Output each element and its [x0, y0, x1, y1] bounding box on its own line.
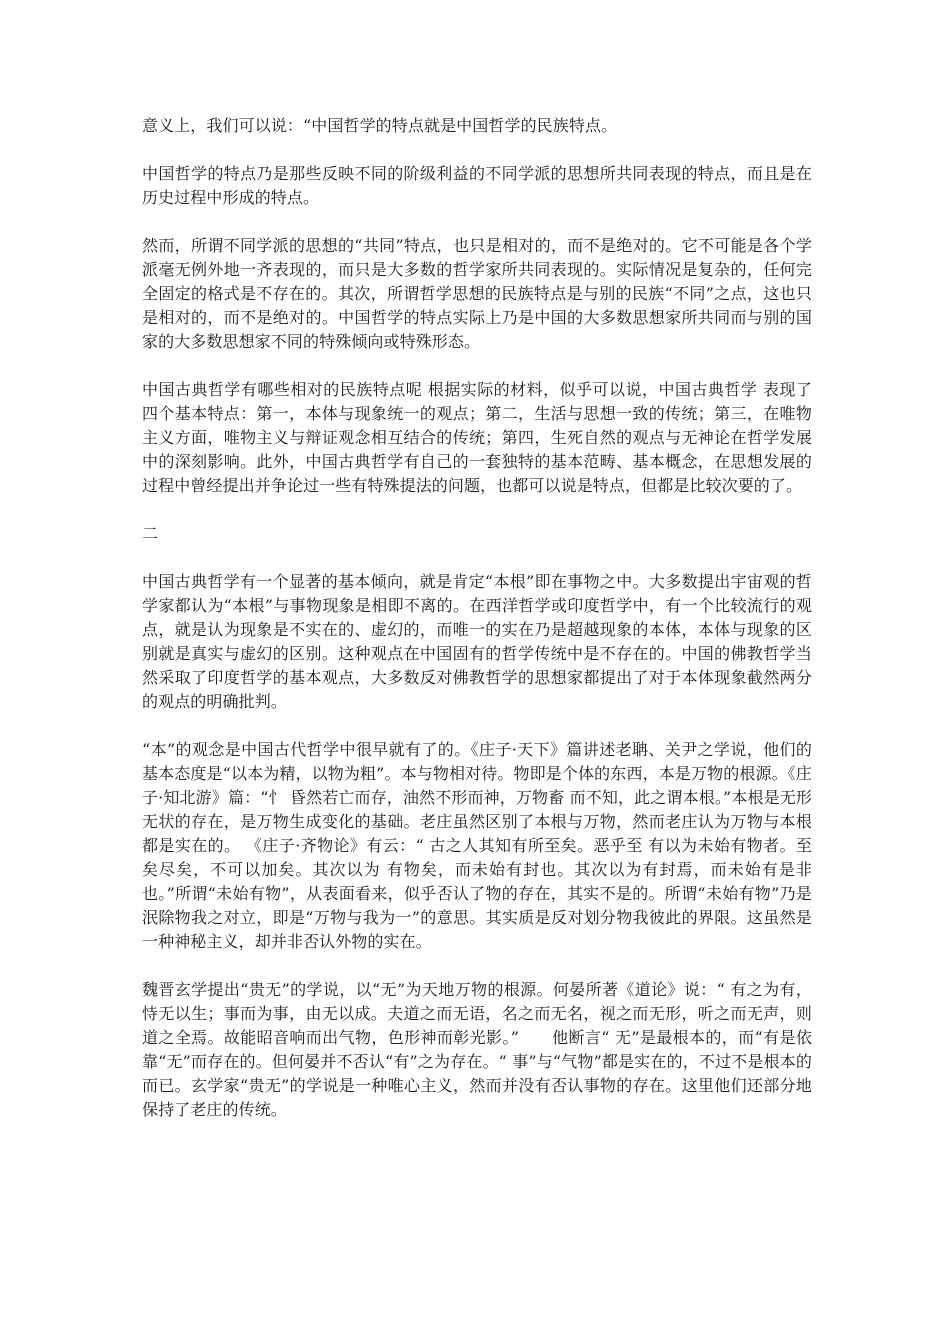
section-paragraph-2: “本”的观念是中国古代哲学中很早就有了的。《庄子·天下》篇讲述老聃、关尹之学说，他们的基本态度是“以本为精，以物为粗”。本与物相对待。物即是个体的东西，本是万物的根源。《庄子·知北游》篇：“忄 昏然若亡而存，油然不形而神，万物畜 而不知，此之谓本根。”本根是无形无状的存在，是万物生成变化的基础。老庄虽然区别了本根与万物，然而老庄认为万物与本根都是实在的。 《庄子·齐物论》有云：“ 古之人其知有所至矣。恶乎至 有以为未始有物者。至矣尽矣，不可以加矣。其次以为 有物矣，而未始有封也。其次以为有封焉，而未始有是非也。”所谓“未始有物”，从表面看来，似乎否认了物的存在，其实不是的。所谓“未始有物”乃是泯除物我之对立，即是“万物与我为一”的意思。其实质是反对划分物我彼此的界限。这虽然是一种神秘主义，却并非否认外物的实在。: [142, 740, 812, 951]
paragraph-3: 然而，所谓不同学派的思想的“共同”特点，也只是相对的，而不是绝对的。它不可能是各个学派毫无例外地一齐表现的，而只是大多数的哲学家所共同表现的。实际情况是复杂的，任何完全固定的格式是不存在的。其次，所谓哲学思想的民族特点是与别的民族“不同”之点，这也只是相对的，而不是绝对的。中国哲学的特点实际上乃是中国的大多数思想家所共同而与别的国家的大多数思想家不同的特殊倾向或特殊形态。: [142, 236, 812, 351]
document-page: [142, 114, 812, 1146]
paragraph-1: 意义上，我们可以说：“中国哲学的特点就是中国哲学的民族特点。: [142, 116, 618, 135]
section-paragraph-3: 魏晋玄学提出“贵无”的学说，以“无”为天地万物的根源。何晏所著《道论》说：“ 有之为有，恃无以生；事而为事，由无以成。夫道之而无语，名之而无名，视之而无形，听之而无声，则道之全焉。故能昭音响而出气物，色形神而彰光影。” 他断言“ 无”是最根本的，而“有是依靠“无”而存在的。但何晏并不否认“有”之为存在。“ 事”与“气物”都是实在的，不过不是根本的而已。玄学家“贵无”的学说是一种唯心主义，然而并没有否认事物的存在。这里他们还部分地保持了老庄的传统。: [142, 980, 812, 1119]
paragraph-4: 中国古典哲学有哪些相对的民族特点呢 根据实际的材料，似乎可以说，中国古典哲学 表现了四个基本特点：第一，本体与现象统一的观点；第二，生活与思想一致的传统；第三，在唯物主义方面，唯物主义与辩证观念相互结合的传统；第四，生死自然的观点与无神论在哲学发展中的深刻影响。此外，中国古典哲学有自己的一套独特的基本范畴、基本概念，在思想发展的过程中曾经提出并争论过一些有特殊提法的问题，也都可以说是特点，但都是比较次要的了。: [142, 380, 812, 495]
section-paragraph-1: 中国古典哲学有一个显著的基本倾向，就是肯定“本根”即在事物之中。大多数提出宇宙观的哲学家都认为“本根”与事物现象是相即不离的。在西洋哲学或印度哲学中，有一个比较流行的观点，就是认为现象是不实在的、虚幻的，而唯一的实在乃是超越现象的本体，本体与现象的区别就是真实与虚幻的区别。这种观点在中国固有的哲学传统中是不存在的。中国的佛教哲学当然采取了印度哲学的基本观点，大多数反对佛教哲学的思想家都提出了对于本体现象截然两分的观点的明确批判。: [142, 572, 812, 711]
paragraph-2: 中国哲学的特点乃是那些反映不同的阶级利益的不同学派的思想所共同表现的特点，而且是在历史过程中形成的特点。: [142, 164, 812, 207]
section-heading: 二: [142, 524, 159, 543]
